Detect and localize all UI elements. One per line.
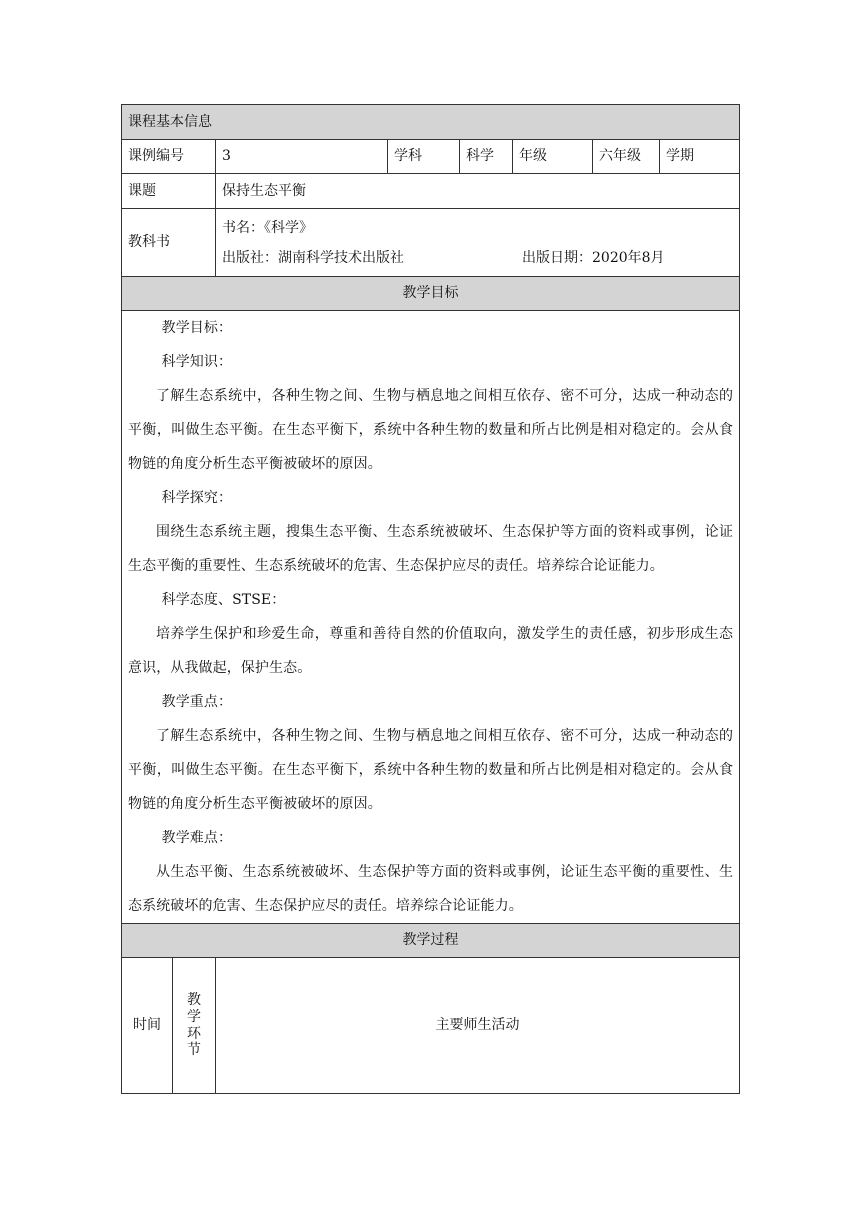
info-row [122,140,740,174]
textbook-publish-line [222,243,733,273]
basic-info-header-row [122,105,740,140]
subject-value: 科学 [460,140,513,174]
textbook-label: 教科书 [122,209,216,277]
goals-title: 教学目标： [161,320,233,336]
grade-value: 六年级 [593,140,660,174]
time-column-header: 时间 [122,958,173,1094]
stage-char: 教 [187,991,201,1008]
textbook-pub-date: 出版日期：2020年8月 [522,249,665,266]
process-columns-row [122,958,740,1094]
subject-label: 学科 [388,140,460,174]
goals-row [122,311,740,924]
knowledge-heading: 科学知识： [161,354,233,370]
topic-label: 课题 [122,174,216,209]
goals-header: 教学目标 [122,277,740,311]
key-points-heading: 教学重点： [161,694,233,710]
knowledge-text: 了解生态系统中，各种生物之间、生物与栖息地之间相互依存、密不可分，达成一种动态的平衡，叫做生态平衡。在生态平衡下，系统中各种生物的数量和所占比例是相对稳定的。会从食物链的角度分析生态平衡被破坏的原因。 [128,388,734,472]
key-points-text: 了解生态系统中，各种生物之间、生物与栖息地之间相互依存、密不可分，达成一种动态的平衡，叫做生态平衡。在生态平衡下，系统中各种生物的数量和所占比例是相对稳定的。会从食物链的角度分析生态平衡被破坏的原因。 [128,728,734,812]
inquiry-text: 围绕生态系统主题，搜集生态平衡、生态系统被破坏、生态保护等方面的资料或事例，论证生态平衡的重要性、生态系统破坏的危害、生态保护应尽的责任。培养综合论证能力。 [128,524,734,574]
attitude-text: 培养学生保护和珍爱生命，尊重和善待自然的价值取向，激发学生的责任感，初步形成生态意识，从我做起，保护生态。 [128,626,734,676]
topic-value: 保持生态平衡 [216,174,740,209]
stage-column-header [173,958,216,1094]
stage-char: 学 [187,1008,201,1025]
process-header-row [122,924,740,958]
textbook-row [122,209,740,277]
lesson-plan-table [121,104,740,1094]
grade-label: 年级 [513,140,593,174]
inquiry-heading: 科学探究： [161,490,233,506]
case-no-value: 3 [216,140,388,174]
basic-info-header: 课程基本信息 [122,105,740,140]
stage-char: 节 [187,1042,201,1059]
attitude-heading: 科学态度、STSE： [161,592,286,608]
activity-column-header: 主要师生活动 [216,958,740,1094]
goals-content [122,311,740,924]
stage-char: 环 [187,1025,201,1042]
textbook-publisher: 出版社：湖南科学技术出版社 [222,249,404,266]
textbook-name: 书名：《科学》 [222,219,313,236]
case-no-label: 课例编号 [122,140,216,174]
textbook-details [216,209,740,277]
difficulties-text: 从生态平衡、生态系统被破坏、生态保护等方面的资料或事例，论证生态平衡的重要性、生态系统破坏的危害、生态保护应尽的责任。培养综合论证能力。 [128,864,734,914]
topic-row [122,174,740,209]
goals-header-row [122,277,740,311]
process-header: 教学过程 [122,924,740,958]
term-label: 学期 [660,140,740,174]
difficulties-heading: 教学难点： [161,830,233,846]
